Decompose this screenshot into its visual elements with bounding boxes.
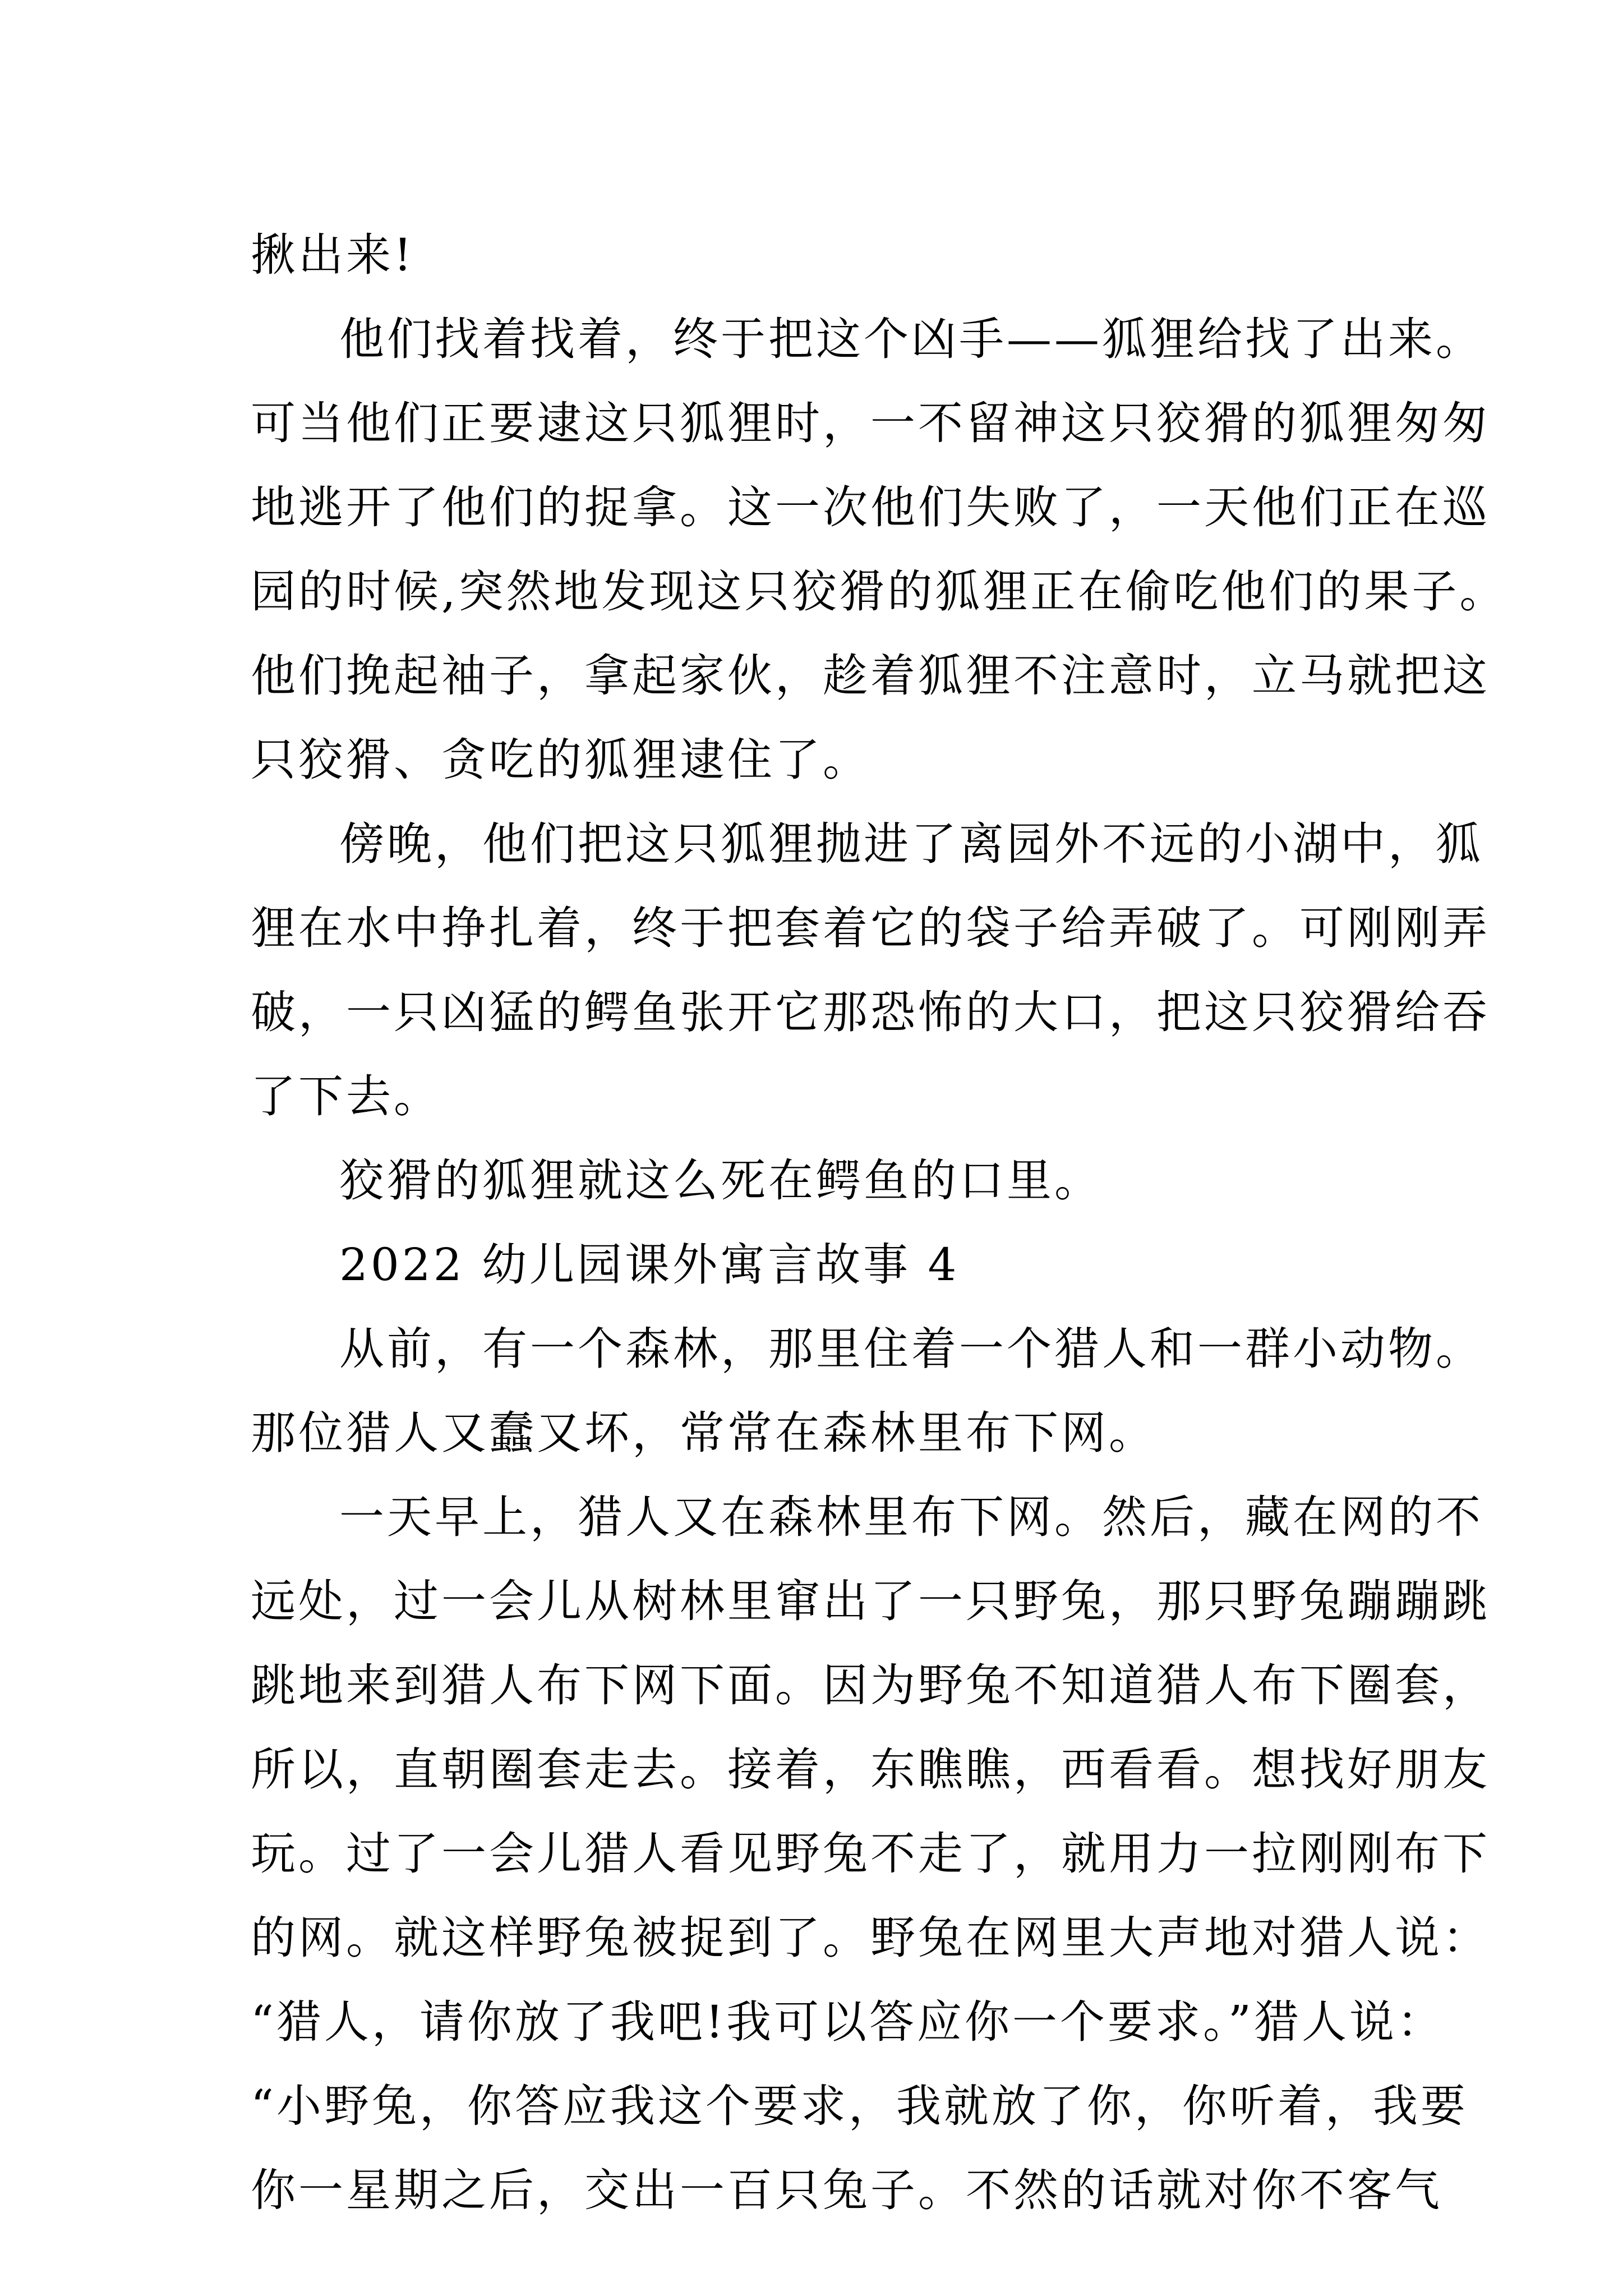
text-line: 狡猾的狐狸就这么死在鳄鱼的口里。: [339, 1154, 1102, 1207]
text-line: “猎人，请你放了我吧!我可以答应你一个要求。”猎人说：: [251, 1996, 1445, 2048]
text-line: 破，一只凶猛的鳄鱼张开它那恐怖的大口，把这只狡猾给吞: [251, 986, 1490, 1038]
text-line: 了下去。: [251, 1070, 441, 1122]
text-line: 狸在水中挣扎着，终于把套着它的袋子给弄破了。可刚刚弄: [251, 902, 1490, 954]
text-line: 你一星期之后，交出一百只兔子。不然的话就对你不客气: [251, 2164, 1442, 2216]
section-heading: 2022 幼儿园课外寓言故事 4: [339, 1239, 960, 1291]
text-line: 跳地来到猎人布下网下面。因为野兔不知道猎人布下圈套，: [251, 1659, 1490, 1711]
text-line: 从前，有一个森林，那里住着一个猎人和一群小动物。: [339, 1323, 1483, 1375]
text-line: 园的时候,突然地发现这只狡猾的狐狸正在偷吃他们的果子。: [251, 565, 1507, 618]
text-line: 所以，直朝圈套走去。接着，东瞧瞧，西看看。想找好朋友: [251, 1743, 1490, 1796]
document-body: [251, 213, 1507, 2233]
text-line: 他们找着找着，终于把这个凶手——狐狸给找了出来。: [339, 313, 1483, 365]
text-line: 只狡猾、贪吃的狐狸逮住了。: [251, 734, 870, 786]
text-line: 地逃开了他们的捉拿。这一次他们失败了，一天他们正在巡: [251, 481, 1490, 533]
text-line: “小野兔，你答应我这个要求，我就放了你，你听着，我要: [251, 2080, 1468, 2132]
text-line: 那位猎人又蠢又坏，常常在森林里布下网。: [251, 1407, 1156, 1459]
text-line: 可当他们正要逮这只狐狸时，一不留神这只狡猾的狐狸匆匆: [251, 397, 1490, 449]
text-line: 玩。过了一会儿猎人看见野兔不走了，就用力一拉刚刚布下: [251, 1828, 1490, 1880]
text-line: 的网。就这样野兔被捉到了。野兔在网里大声地对猎人说：: [251, 1912, 1490, 1964]
text-line: 揪出来!: [251, 229, 415, 281]
text-line: 他们挽起袖子，拿起家伙，趁着狐狸不注意时，立马就把这: [251, 650, 1490, 702]
text-line: 一天早上，猎人又在森林里布下网。然后，藏在网的不: [339, 1491, 1483, 1543]
text-line: 傍晚，他们把这只狐狸抛进了离园外不远的小湖中，狐: [339, 818, 1483, 870]
text-line: 远处，过一会儿从树林里窜出了一只野兔，那只野兔蹦蹦跳: [251, 1575, 1490, 1627]
